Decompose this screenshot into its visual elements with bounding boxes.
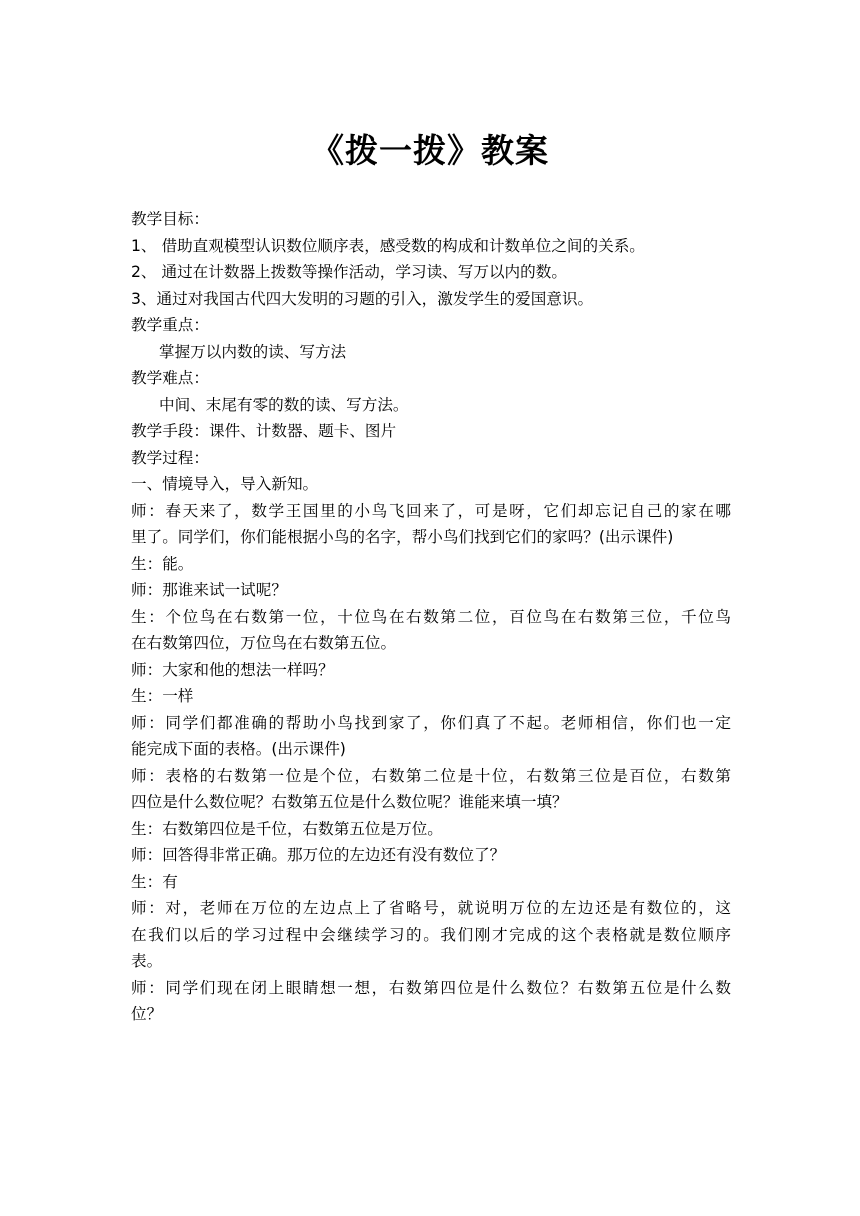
- objective-item-3: 3、通过对我国古代四大发明的习题的引入，激发学生的爱国意识。: [131, 289, 594, 308]
- section-heading-key-points: 教学重点：: [131, 316, 209, 334]
- paragraph-line: 师：春天来了，数学王国里的小鸟飞回来了，可是呀，它们却忘记自己的家在哪: [131, 501, 731, 520]
- paragraph-line: 生：个位鸟在右数第一位，十位鸟在右数第二位，百位鸟在右数第三位，千位鸟: [131, 607, 731, 626]
- paragraph-line: 位？: [131, 1005, 163, 1023]
- key-point-text: 掌握万以内数的读、写方法: [159, 342, 347, 361]
- teaching-tools: 教学手段：课件、计数器、题卡、图片: [131, 422, 397, 440]
- paragraph-line: 生：有: [131, 872, 178, 891]
- paragraph-line: 师：表格的右数第一位是个位，右数第二位是十位，右数第三位是百位，右数第: [131, 766, 731, 785]
- paragraph-line: 师：对，老师在万位的左边点上了省略号，就说明万位的左边还是有数位的，这: [131, 899, 731, 917]
- paragraph-line: 师：那谁来试一试呢？: [131, 581, 287, 599]
- section-heading-process: 教学过程：: [131, 448, 209, 467]
- paragraph-line: 生：一样: [131, 687, 194, 705]
- objective-item-2: 2、 通过在计数器上拨数等操作活动，学习读、写万以内的数。: [131, 263, 567, 281]
- section-heading-objectives: 教学目标：: [131, 210, 209, 228]
- process-step-1: 一、情境导入，导入新知。: [131, 475, 319, 493]
- section-heading-difficulties: 教学难点：: [131, 369, 209, 387]
- paragraph-line: 表。: [131, 952, 163, 970]
- paragraph-line: 生：右数第四位是千位，右数第五位是万位。: [131, 819, 443, 838]
- document-body: [131, 206, 731, 1028]
- paragraph-line: 在我们以后的学习过程中会继续学习的。我们刚才完成的这个表格就是数位顺序: [131, 925, 731, 944]
- document-title: 《拨一拨》教案: [311, 131, 549, 170]
- paragraph-line: 四位是什么数位呢？右数第五位是什么数位呢？谁能来填一填？: [131, 793, 568, 811]
- paragraph-line: 里了。同学们，你们能根据小鸟的名字，帮小鸟们找到它们的家吗？(出示课件): [131, 528, 674, 546]
- paragraph-line: 在右数第四位，万位鸟在右数第五位。: [131, 634, 397, 652]
- paragraph-line: 师：同学们现在闭上眼睛想一想，右数第四位是什么数位？右数第五位是什么数: [131, 978, 731, 997]
- paragraph-line: 师：大家和他的想法一样吗？: [131, 660, 334, 679]
- paragraph-line: 师：同学们都准确的帮助小鸟找到家了，你们真了不起。老师相信，你们也一定: [131, 713, 731, 732]
- difficulty-text: 中间、末尾有零的数的读、写方法。: [159, 395, 409, 414]
- objective-item-1: 1、 借助直观模型认识数位顺序表，感受数的构成和计数单位之间的关系。: [131, 236, 645, 255]
- paragraph-line: 生：能。: [131, 554, 194, 573]
- paragraph-line: 师：回答得非常正确。那万位的左边还有没有数位了？: [131, 846, 506, 864]
- paragraph-line: 能完成下面的表格。(出示课件): [131, 740, 346, 758]
